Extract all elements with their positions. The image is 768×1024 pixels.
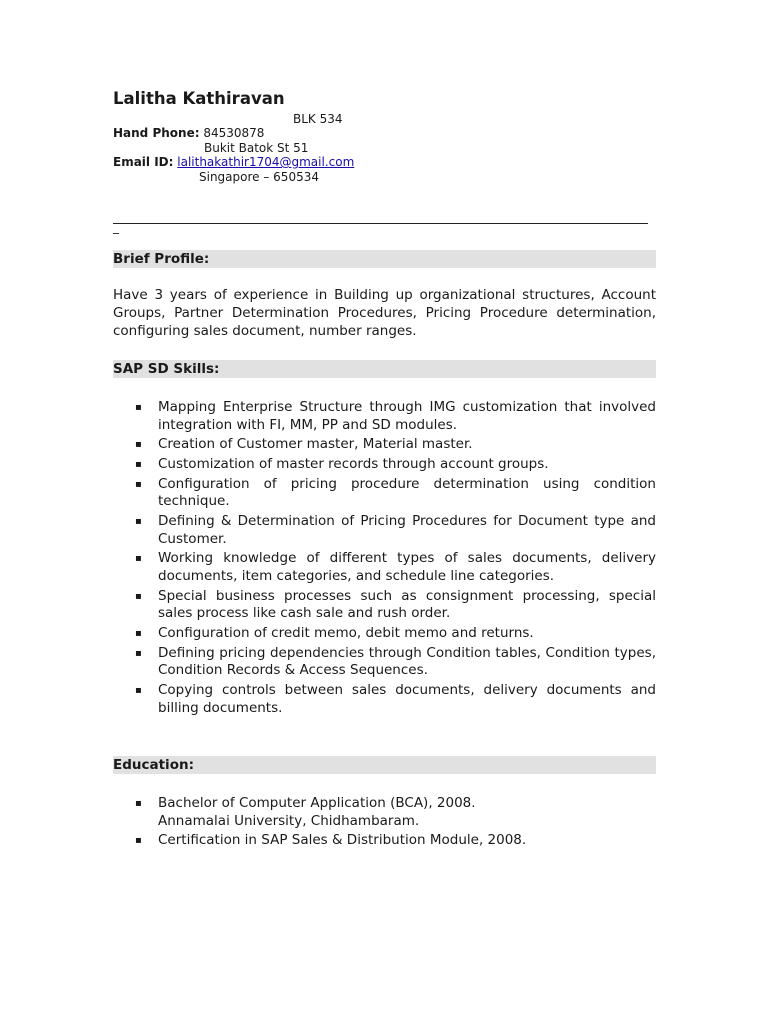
education-heading: Education: (113, 756, 656, 774)
phone-value: 84530878 (203, 126, 265, 140)
skill-item (113, 399, 656, 434)
bullet-icon: ▪ (135, 628, 142, 640)
address-line-2: Bukit Batok St 51 (204, 141, 309, 155)
education-item (113, 795, 656, 830)
bullet-icon: ▪ (135, 553, 142, 565)
skill-text: Creation of Customer master, Material master. (158, 436, 473, 453)
bullet-icon: ▪ (135, 402, 142, 413)
address-line-3: Singapore – 650534 (199, 170, 319, 184)
skill-text: Copying controls between sales documents, delivery documents and billing documents. (158, 682, 656, 716)
skill-item (113, 513, 656, 548)
rule-tail: _ (113, 220, 119, 234)
skills-list (113, 399, 656, 717)
skill-item (113, 436, 656, 454)
bullet-icon: ▪ (135, 459, 142, 471)
horizontal-rule (113, 223, 648, 224)
skill-item (113, 588, 656, 623)
skill-item (113, 476, 656, 511)
bullet-icon: ▪ (135, 439, 142, 451)
bullet-icon: ▪ (135, 478, 142, 490)
skill-text: Special business processes such as consignment processing, special sales process like cash sale and rush order. (158, 587, 656, 622)
email-label: Email ID: (113, 155, 174, 169)
phone-row (113, 126, 264, 141)
brief-profile-text: Have 3 years of experience in Building up organizational structures, Account Groups, Partner Determination Procedures, Pricing Procedure determination, configuring sales document, number ranges. (113, 287, 656, 339)
education-institution: Annamalai University, Chidhambaram. (158, 812, 420, 829)
skill-text: Configuration of pricing procedure determination using condition technique. (158, 475, 656, 510)
skill-item (113, 625, 656, 643)
skill-item (113, 645, 656, 680)
skill-item (113, 682, 656, 717)
address-line-1: BLK 534 (293, 112, 343, 126)
skill-item (113, 456, 656, 474)
education-item (113, 832, 656, 850)
skills-heading: SAP SD Skills: (113, 360, 656, 378)
bullet-icon: ▪ (135, 647, 142, 659)
resume-page (113, 88, 656, 852)
skill-text: Working knowledge of different types of sales documents, delivery documents, item categories, and schedule line categories. (158, 550, 656, 584)
bullet-icon: ▪ (135, 685, 142, 697)
skill-text: Customization of master records through account groups. (158, 456, 549, 473)
bullet-icon: ▪ (135, 590, 142, 602)
skill-text: Configuration of credit memo, debit memo and returns. (158, 625, 534, 642)
phone-label: Hand Phone: (113, 126, 200, 140)
candidate-name: Lalitha Kathiravan (113, 89, 285, 108)
email-link[interactable]: lalithakathir1704@gmail.com (177, 155, 355, 169)
bullet-icon: ▪ (135, 516, 142, 528)
skill-text: Defining & Determination of Pricing Procedures for Document type and Customer. (158, 513, 656, 547)
bullet-icon: ▪ (135, 798, 142, 810)
contact-block (113, 110, 656, 198)
education-list (113, 795, 656, 850)
skill-text: Mapping Enterprise Structure through IMG customization that involved integration with FI, MM, PP and SD modules. (158, 399, 656, 433)
email-row (113, 155, 354, 170)
divider-area (113, 198, 656, 260)
education-line: Certification in SAP Sales & Distribution Module, 2008. (158, 832, 527, 849)
skill-text: Defining pricing dependencies through Condition tables, Condition types, Condition Records & Access Sequences. (158, 644, 656, 679)
bullet-icon: ▪ (135, 835, 142, 847)
brief-profile-heading: Brief Profile: (113, 250, 656, 268)
skill-item (113, 550, 656, 585)
education-line: Bachelor of Computer Application (BCA), 2008. (158, 795, 476, 812)
